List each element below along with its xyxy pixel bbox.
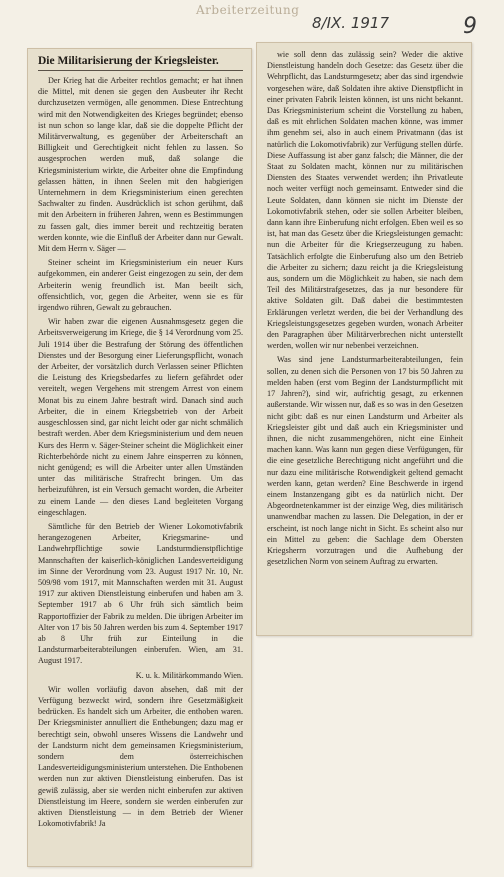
paragraph: Steiner scheint im Kriegsministerium ein neuer Kurs aufgekommen, ein anderer Geist eingezogen zu sein, der dem Arbeiterin wenig freundlich ist. Man beeilt sich, offensichtlich, vor, gegen die Arbeiter, wenn sie es für irgendwo rühren, Gewalt zu gebrauchen. bbox=[38, 258, 243, 313]
paragraph: Der Krieg hat die Arbeiter rechtlos gemacht; er hat ihnen die Mittel, mit denen sie gegen den Ausbeuter ihr Recht durchzusetzen vermögen, alle genommen. Diese Entrechtung wird mit den Notwendigkeiten des Krieges begründet; ebenso ist nun schon so lange klar, daß sie die doppelte Pflicht der Militärverwaltung, es gegenüber der Arbeiterschaft an Billigkeit und Gerechtigkeit nicht fehlen zu lassen. So ausgesprochen werden muß, daß solange die Kriegsministerium wirkte, die Arbeiter ohne die Empfindung gelassen hätten, in ihnen Seelen mit den habgierigen Unternehmern in dem Kriegsministerium einen gerechten Sachwalter zu finden. Ausdrücklich ist schon gerühmt, daß mit den Arbeitern in früheren Jahren, wenn es Bestimmungen zu fassen galt, dies immer bereit und rechtzeitig beraten werden konnte, wie die Einfluß der Arbeiter dann nur Gewalt. Mit dem Herrn v. Säger — bbox=[38, 76, 243, 254]
paragraph: Wir haben zwar die eigenen Ausnahmsgesetz gegen die Arbeitsverweigerung im Kriege, die § 14 Verordnung vom 25. Juli 1914 über die Bestrafung der Störung des öffentlichen Dienstes und der Besorgung einer Lieferungspflicht, wonach der Arbeiter, der vorsätzlich durch Verlassen seiner Pflichten die Leistung des Kriegsbedarfes zu liefern gefährdet oder vereitelt, wegen Vergehens mit strengem Arrest von einem Monat bis zu einem Jahre bestraft wird. Danach sind auch Arbeiter, die in einem Kriegsbetrieb von der Arbeit ausgeschlossen sind, gar nicht leicht oder gar nicht schmälich bestraft werden. Aber dem Kriegsministerium und dem neuen Kurs des Herrn v. Säger-Steiner scheint die Möglichkeit einer Richterbehörde nicht zu einem Jahre einsperren zu können, nicht genügend; es will die Arbeiter unter allen Umständen unter das militärische Strafrecht bringen. Um das herbeizuführen, ist ein Versuch gemacht worden, die Arbeiter zu einem Lande — den dieses Land begleiteten Vorgang eingeschlagen. bbox=[38, 317, 243, 517]
handwritten-page-number: 9 bbox=[463, 14, 477, 39]
article-title: Die Militarisierung der Kriegsleister. bbox=[38, 55, 243, 71]
newspaper-clipping-right bbox=[256, 42, 472, 636]
paragraph: Wir wollen vorläufig davon absehen, daß mit der Verfügung bezweckt wird, sondern ihre Gesetzmäßigkeit bedrücken. Es handelt sich um Arbeiter, die enthoben waren. Der Kriegsminister annulliert die Enthebungen; dazu mag er berechtigt sein, obwohl unseres Wissens die Landwehr und der Landsturm nicht dem gemeinsamen Kriegsministerium, sondern dem österreichischen Landesverteidigungsministerium unterstehen. Die Enthobenen werden nun zur aktiven Dienstleistung einberufen. Das ist gewiß zulässig, aber sie werden nicht einberufen zur aktiven Dienstleistung im Heere, sondern sie werden einberufen zur aktiven Dienstleistung — in dem Betrieb der Wiener Lokomotivfabrik! Ja bbox=[38, 684, 243, 829]
paragraph: Was sind jene Landsturmarbeiterabteilungen, fein sollen, zu denen sich die Personen von 17 bis 50 Jahren zu melden haben (erst vom Beginn der Landsturmpflicht mit 17 Jahren?), sind wir, aufrichtig gesagt, zu erkennen außerstande. Wir wissen nur, daß es so was in den Gesetzen nicht gibt: daß es nur einen Landsturm und Arbeiter als Kriegsleister gibt und daß auch ein Kriegsminister und ihnen, die nicht zusammengehören, nicht eine Einheit machen kann. Was kann nun gegen diese Verfügungen, für die eine gesetzliche Berechtigung nicht angeführt und die nur dazu eine militärische Rotwendigkeit geltend gemacht werden kann, getan werden? Eine Beschwerde in irgend einem Instanzengang gibt es da natürlich nicht. Der Abgeordnetenkammer ist der einzige Weg, dies militärisch unanwendbar machen zu lassen. Die Delegation, in der er erscheint, ist noch lange nicht in Sicht. Es scheint also nur ein Mittel zu geben: die Sachlage dem Obersten Kriegsherrn vorzutragen und die Aufhebung der gesetzlichen Norm von seinem Auftrag zu erwarten. bbox=[267, 355, 463, 567]
signature-line: K. u. k. Militärkommando Wien. bbox=[135, 670, 243, 680]
paragraph: wie soll denn das zulässig sein? Weder die aktive Dienstleistung handeln doch Gesetze: das Gesetz über die Wehrpflicht, das Landsturmgesetz; aber das sind irgendwie vorgesehen wäre, daß Soldaten ihre aktive Dienstpflicht in einer privaten Fabrik leisten können, ist uns nicht bekannt. Das Kriegsministerium scheint die Vorstellung zu haben, daß es mit ehrlichen Soldaten machen könne, was immer ihm genehm sei, also in auch einem Privatmann (das ist natürlich die Lokomotivfabrik) zur Verfügung stellen dürfe. Diese Auffassung ist aber ganz falsch; die Männer, die der Staat zu Soldaten macht, können nur zu militärischen Diensten des Staates verwendet werden; ihn Privatleute noch weiter verfügt noch gemeinsamt. Entweder sind die Leute Soldaten, dann können sie nicht im Dienste der Lokomotivfabrik stehen, oder sie sollen Arbeiter bleiben, dann kann ihre Einberufung nicht erfolgen. Eben weil es so ist, hat man das Gesetz über die Kriegsleistungen gemacht: nun die Arbeiter für die Kriegserzeugung zu haben. Tatsächlich erfolgte die Einberufung also um den Betrieb die Arbeiter zu sichern; dazu reicht ja die Kriegsleistung aus, sondern um die Möglichkeit zu haben, sie nach dem Teil des Militärstrafgesetzes, das ja nur besondere für aktive Soldaten gilt. Daß dabei die bestimmtesten Erklärungen verletzt werden, die bei der Verhandlung des Kriegsleistungsgesetzes gegeben wurden, wonach Arbeiter den Paragraphen über Militärverbrechen nicht unterstellt werden, wollen wir nur nebenbei verzeichnen. bbox=[267, 50, 463, 351]
folder-header-label: Arbeiterzeitung bbox=[196, 3, 300, 17]
handwritten-date: 8/IX. 1917 bbox=[312, 14, 390, 32]
newspaper-clipping-left bbox=[27, 48, 252, 867]
article-column-left bbox=[28, 73, 251, 829]
paragraph: Sämtliche für den Betrieb der Wiener Lokomotivfabrik herangezogenen Arbeiter, Kriegsmarine- und Landwehrpflichtige sowie Landsturmdienstpflichtige Mannschaften der kaiserlich-königlichen Landesverteidigung im Sinne der Verordnung vom 23. August 1917 Nr. 10, Nr. 509/98 vom 1917, mit Mannschaften werden mit 31. August 1917 zur aktiven Dienstleistung einberufen und haben am 3. September 1917 ab 6 Uhr früh sich sämtlich beim Rapportoffizier der Fabrik zu melden. Die übrigen Arbeiter im Alter von 17 bis 50 Jahren werden bis zum 4. September 1917 ab 8 Uhr früh zur Einteilung in die Landsturmarbeiterabteilungen einberufen. Wien, am 31. August 1917. bbox=[38, 521, 243, 666]
article-column-right bbox=[257, 43, 471, 567]
